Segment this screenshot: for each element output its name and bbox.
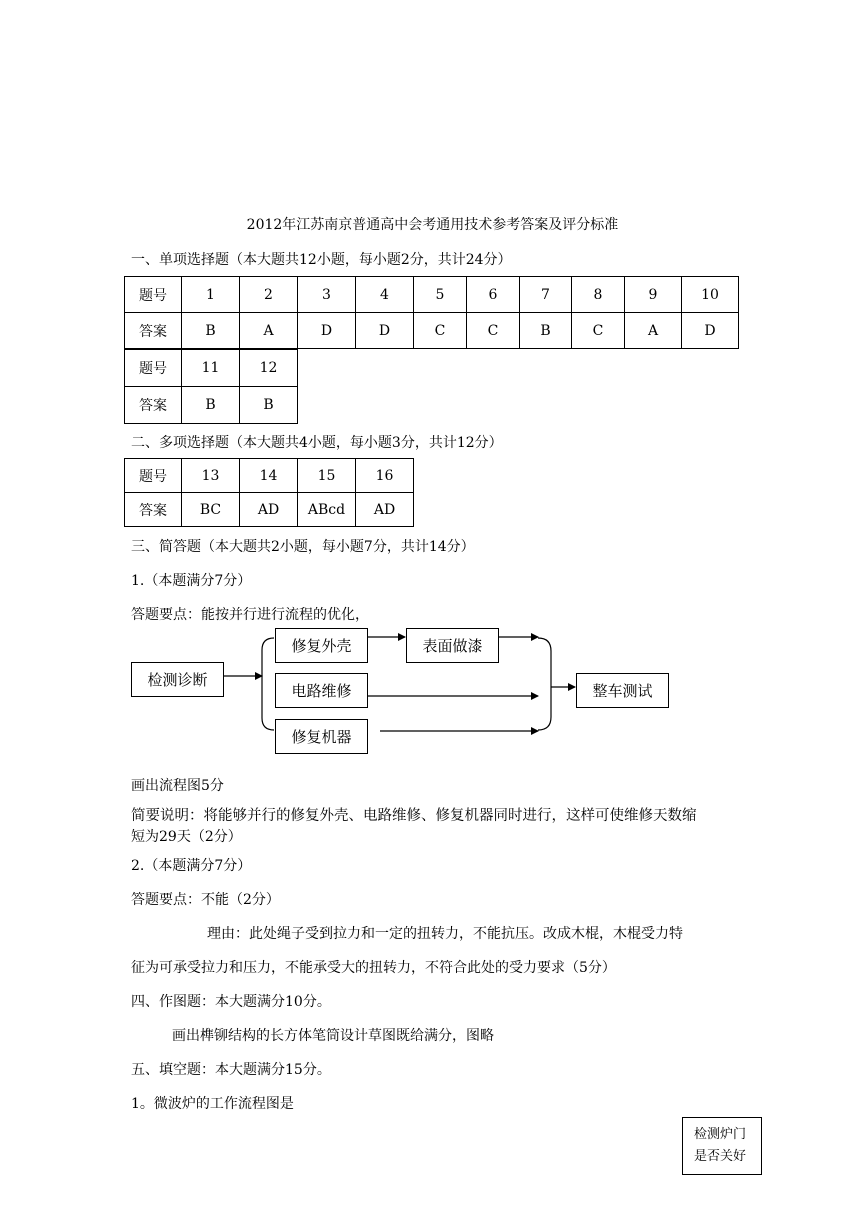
- q1-points: 答题要点：能按并行进行流程的优化，: [131, 607, 369, 623]
- question-number: 9: [625, 277, 682, 313]
- answer-cell: B: [520, 313, 572, 349]
- q1-title: 1.（本题满分7分）: [131, 573, 252, 589]
- section2-heading: 二、多项选择题（本大题共4小题，每小题3分，共计12分）: [131, 435, 503, 451]
- left-bracket: [262, 638, 274, 730]
- flow-box-vehicle-test: 整车测试: [576, 673, 669, 708]
- question-number: 16: [356, 459, 414, 493]
- section4-heading: 四、作图题：本大题满分10分。: [131, 994, 331, 1010]
- q2-reason-line1: 理由：此处绳子受到拉力和一定的扭转力，不能抗压。改成木棍，木棍受力特: [207, 926, 683, 942]
- answer-cell: ABcd: [298, 493, 356, 527]
- answer-cell: A: [240, 313, 298, 349]
- flow-box-repair-machine: 修复机器: [275, 719, 368, 754]
- q1-explain-line2: 短为29天（2分）: [131, 829, 242, 845]
- answer-cell: C: [414, 313, 467, 349]
- answer-cell: A: [625, 313, 682, 349]
- question-number: 1: [182, 277, 240, 313]
- flow-box-paint: 表面做漆: [406, 628, 499, 663]
- answer-cell: D: [682, 313, 739, 349]
- row-label-question: 题号: [125, 350, 182, 387]
- answer-cell: BC: [182, 493, 240, 527]
- microwave-box-line2: 是否关好: [694, 1149, 747, 1164]
- question-number: 11: [182, 350, 240, 387]
- answer-cell: D: [298, 313, 356, 349]
- section5-q1: 1。微波炉的工作流程图是: [131, 1096, 294, 1112]
- flow-box-repair-shell: 修复外壳: [275, 628, 368, 663]
- answer-cell: AD: [240, 493, 298, 527]
- right-bracket: [538, 638, 551, 730]
- answer-cell: B: [182, 313, 240, 349]
- flow-box-diagnose: 检测诊断: [131, 662, 224, 697]
- section3-heading: 三、简答题（本大题共2小题，每小题7分，共计14分）: [131, 539, 475, 555]
- row-label-answer: 答案: [125, 493, 182, 527]
- question-number: 15: [298, 459, 356, 493]
- question-number: 12: [240, 350, 298, 387]
- answer-cell: B: [240, 387, 298, 424]
- section1-heading: 一、单项选择题（本大题共12小题，每小题2分，共计24分）: [131, 252, 512, 268]
- q2-reason-line2: 征为可承受拉力和压力，不能承受大的扭转力，不符合此处的受力要求（5分）: [131, 960, 616, 976]
- question-number: 7: [520, 277, 572, 313]
- section5-heading: 五、填空题：本大题满分15分。: [131, 1062, 331, 1078]
- answer-cell: AD: [356, 493, 414, 527]
- question-number: 3: [298, 277, 356, 313]
- row-label-question: 题号: [125, 459, 182, 493]
- q1-explain-line1: 简要说明：将能够并行的修复外壳、电路维修、修复机器同时进行，这样可使维修天数缩: [131, 808, 697, 824]
- question-number: 5: [414, 277, 467, 313]
- answer-cell: B: [182, 387, 240, 424]
- q2-points: 答题要点：不能（2分）: [131, 892, 280, 908]
- page-title: 2012年江苏南京普通高中会考通用技术参考答案及评分标准: [246, 217, 619, 233]
- row-label-answer: 答案: [125, 313, 182, 349]
- microwave-box-line1: 检测炉门: [694, 1127, 747, 1142]
- question-number: 10: [682, 277, 739, 313]
- q2-title: 2.（本题满分7分）: [131, 858, 252, 874]
- question-number: 6: [467, 277, 520, 313]
- answer-cell: C: [467, 313, 520, 349]
- answer-cell: D: [356, 313, 414, 349]
- flow-box-circuit-repair: 电路维修: [275, 673, 368, 708]
- q1-score: 画出流程图5分: [131, 778, 224, 794]
- question-number: 8: [572, 277, 625, 313]
- microwave-flow-box: [682, 1117, 762, 1175]
- question-number: 4: [356, 277, 414, 313]
- question-number: 2: [240, 277, 298, 313]
- row-label-question: 题号: [125, 277, 182, 313]
- section4-text: 画出榫铆结构的长方体笔筒设计草图既给满分，图略: [172, 1028, 494, 1044]
- answer-cell: C: [572, 313, 625, 349]
- question-number: 14: [240, 459, 298, 493]
- row-label-answer: 答案: [125, 387, 182, 424]
- question-number: 13: [182, 459, 240, 493]
